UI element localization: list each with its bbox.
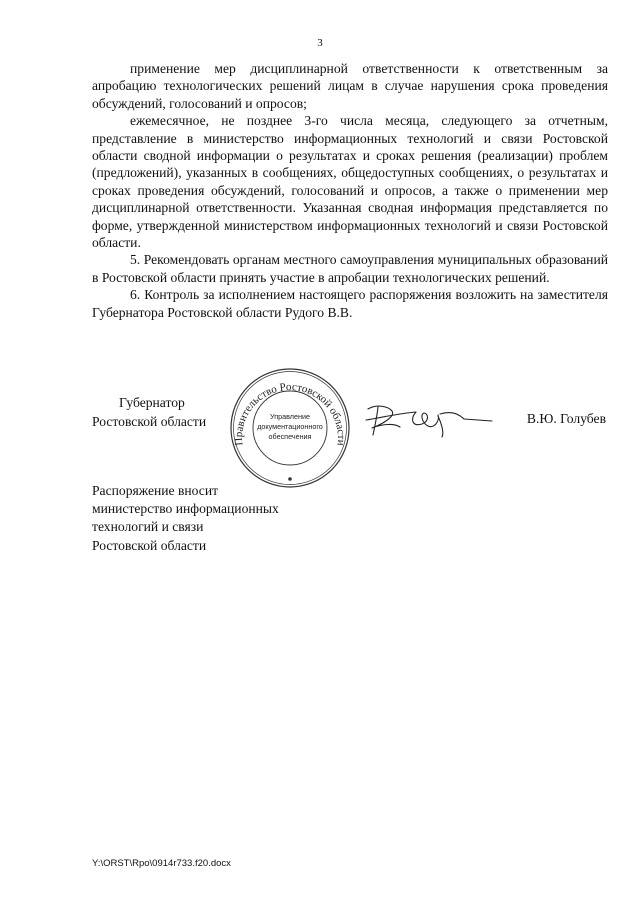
- signatory-name: В.Ю. Голубев: [526, 411, 606, 426]
- file-path-footer: Y:\ORST\Rpo\0914r733.f20.docx: [92, 858, 231, 869]
- introduced-by-line: Ростовской области: [92, 537, 207, 553]
- paragraph: применение мер дисциплинарной ответственности к ответственным за апробацию технологических решений лицам в случае нарушения срока проведения обсуждений, голосований и опросов;: [92, 61, 608, 111]
- page-number: 3: [317, 37, 323, 49]
- signatory-title-line1: Губернатор: [119, 395, 185, 410]
- introduced-by-line: Распоряжение вносит: [92, 483, 219, 498]
- official-stamp: [229, 367, 351, 489]
- introduced-by-block: [92, 482, 279, 555]
- paragraph: 5. Рекомендовать органам местного самоуправления муниципальных образований в Ростовской области принять участие в апробации технологических решений.: [92, 252, 608, 285]
- handwritten-signature: [362, 399, 497, 441]
- stamp-dot: [288, 477, 292, 481]
- signatory-title: [92, 393, 206, 431]
- stamp-center-line: документационного: [257, 422, 323, 431]
- stamp-center-line: Управление: [270, 412, 310, 421]
- signatory-title-line2: Ростовской области: [92, 414, 207, 429]
- introduced-by-line: технологий и связи: [92, 519, 204, 535]
- document-body: [92, 60, 608, 321]
- stamp-center-line: обеспечения: [268, 432, 312, 441]
- paragraph: ежемесячное, не позднее 3-го числа месяца, следующего за отчетным, представление в министерство информационных технологий и связи Ростовской области сводной информации о результатах и сроках решения (реализации) проблем (предложений), указанных в сообщениях, общедоступных сообщениях, о результатах и сроках проведения обсуждений, голосований и опросов, а также о применении мер дисциплинарной ответственности. Указанная сводная информация представляется по форме, утвержденной министерством информационных технологий и связи Ростовской области.: [92, 113, 608, 251]
- introduced-by-line: министерство информационных: [92, 501, 279, 517]
- paragraph: 6. Контроль за исполнением настоящего распоряжения возложить на заместителя Губернатора Ростовской области Рудого В.В.: [92, 287, 608, 320]
- stamp-ring-text: Правительство Ростовской области: [232, 380, 348, 447]
